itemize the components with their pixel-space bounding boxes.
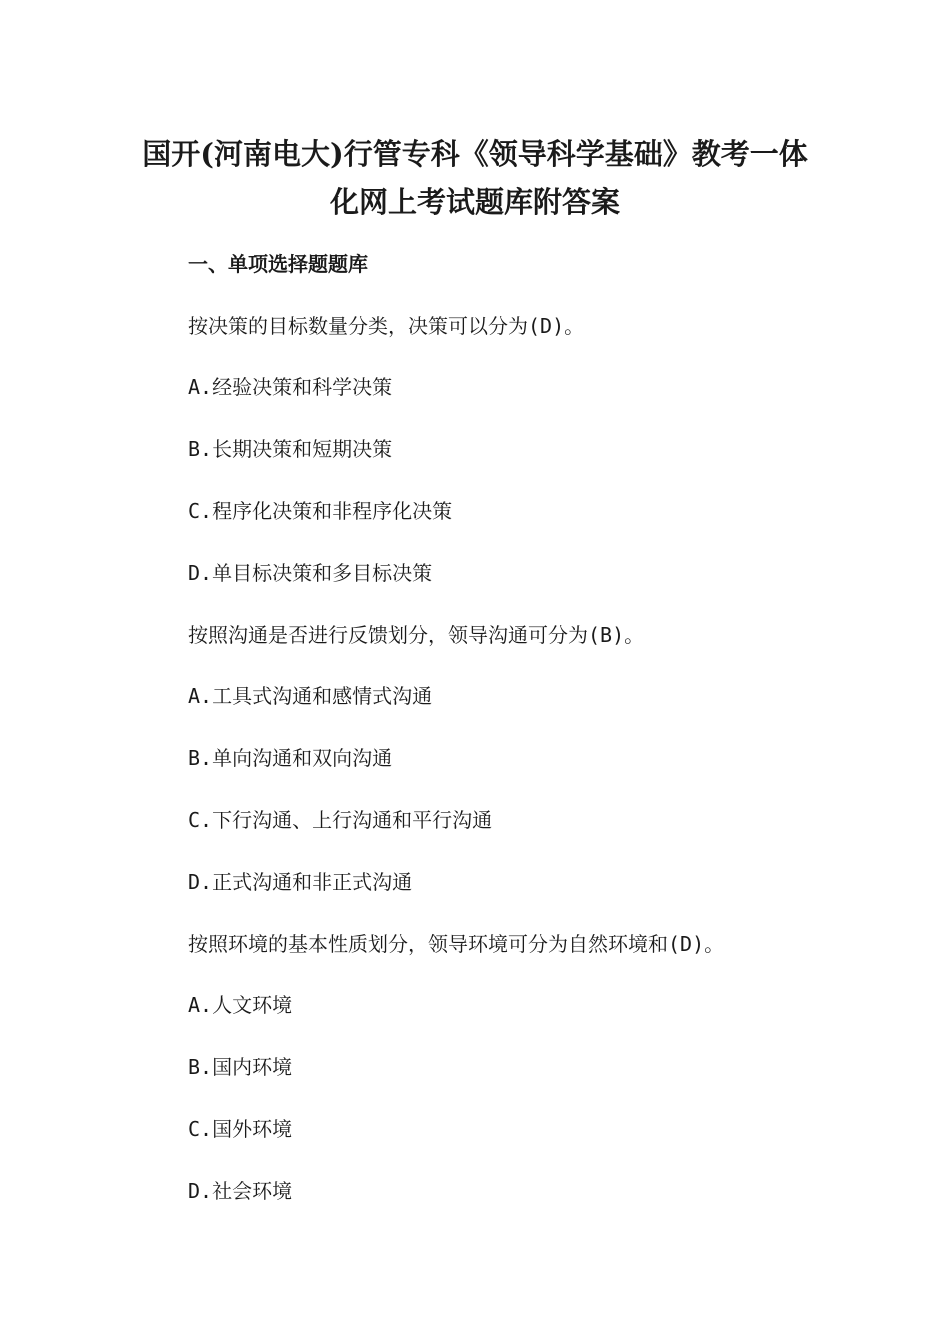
question-2-option-a: A.工具式沟通和感情式沟通 [188, 684, 433, 708]
document-title-line-1: 国开(河南电大)行管专科《领导科学基础》教考一体 [142, 137, 808, 171]
document-title-line-2: 化网上考试题库附答案 [329, 185, 620, 219]
question-3: 按照环境的基本性质划分，领导环境可分为自然环境和(D)。 [188, 932, 725, 956]
question-2-option-d: D.正式沟通和非正式沟通 [188, 870, 413, 894]
question-3-option-a: A.人文环境 [188, 993, 293, 1017]
question-2: 按照沟通是否进行反馈划分，领导沟通可分为(B)。 [188, 623, 645, 647]
question-2-option-b: B.单向沟通和双向沟通 [188, 746, 393, 770]
question-1: 按决策的目标数量分类，决策可以分为(D)。 [188, 314, 585, 338]
question-1-option-d: D.单目标决策和多目标决策 [188, 561, 433, 585]
section-heading: 一、单项选择题题库 [188, 252, 368, 276]
question-3-option-d: D.社会环境 [188, 1179, 293, 1203]
question-2-option-c: C.下行沟通、上行沟通和平行沟通 [188, 808, 493, 832]
question-1-option-c: C.程序化决策和非程序化决策 [188, 499, 453, 523]
question-1-option-a: A.经验决策和科学决策 [188, 375, 393, 399]
question-3-option-b: B.国内环境 [188, 1055, 293, 1079]
question-1-option-b: B.长期决策和短期决策 [188, 437, 393, 461]
question-3-option-c: C.国外环境 [188, 1117, 293, 1141]
